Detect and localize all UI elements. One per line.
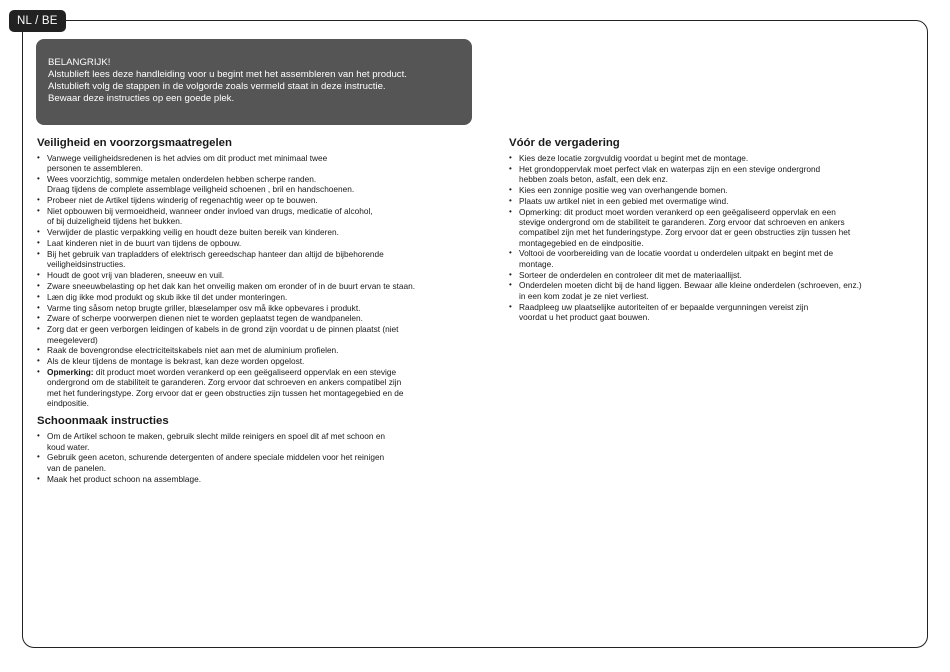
list-item xyxy=(37,452,477,473)
notice-line: Alstublieft lees deze handleiding voor u begint met het assembleren van het product. xyxy=(48,69,407,81)
list-item xyxy=(37,195,477,205)
note-label: Opmerking: xyxy=(47,367,94,378)
list-item-line: in een kom zodat je ze niet verliest. xyxy=(519,290,649,301)
list-item-line: montagegebied en de eindpositie. xyxy=(519,237,644,248)
language-tab: NL / BE xyxy=(9,10,66,32)
list-item-line: • Plaats uw artikel niet in een gebied met overmatige wind. xyxy=(519,195,729,206)
notice-line: Alstublieft volg de stappen in de volgorde zoals vermeld staat in deze instructie. xyxy=(48,81,386,93)
left-column xyxy=(37,136,477,484)
cleaning-list xyxy=(37,431,477,484)
list-item xyxy=(509,153,909,163)
list-item-line: • Onderdelen moeten dicht bij de hand liggen. Bewaar alle kleine onderdelen (schroeven, enz.) xyxy=(519,280,862,291)
cleaning-heading: Schoonmaak instructies xyxy=(37,415,169,428)
list-item xyxy=(509,280,909,301)
list-item-line: • Bij het gebruik van trapladders of elektrisch gereedschap hanteer dan altijd de bijbehorende xyxy=(47,248,384,259)
before-assembly-heading: Vóór de vergadering xyxy=(509,137,620,149)
important-notice-box xyxy=(36,39,472,125)
list-item xyxy=(37,281,477,291)
list-item-line: • Raak de bovengrondse electriciteitskabels niet aan met de aluminium profielen. xyxy=(47,345,339,356)
safety-list xyxy=(37,153,477,408)
list-item-line: met het funderingstype. Zorg ervoor dat er geen obstructies zijn tussen het montagegebied en de xyxy=(47,387,404,398)
list-item-line: • Voltooi de voorbereiding van de locatie voordat u onderdelen uitpakt en begint met de xyxy=(519,248,834,259)
list-item-line: • Als de kleur tijdens de montage is bekrast, kan deze worden opgelost. xyxy=(47,356,305,367)
list-item xyxy=(37,227,477,237)
list-item-line: • Kies een zonnige positie weg van overhangende bomen. xyxy=(519,184,728,195)
list-item-line: meegeleverd) xyxy=(47,334,98,345)
list-item-line: • Zware of scherpe voorwerpen dienen niet te worden geplaatst tegen de wandpanelen. xyxy=(47,313,363,324)
list-item-line: koud water. xyxy=(47,441,90,452)
list-item-line: compatibel zijn met het funderingstype. Zorg ervoor dat er geen obstructies zijn tussen het xyxy=(519,227,851,238)
list-item-line: hebben zoals beton, asfalt, een dek enz. xyxy=(519,174,668,185)
list-item xyxy=(37,345,477,355)
list-item-line: veiligheidsinstructies. xyxy=(47,259,126,270)
list-item-line: • Raadpleeg uw plaatselijke autoriteiten of er bepaalde vergunningen vereist zijn xyxy=(519,301,809,312)
list-item xyxy=(37,367,477,408)
list-item-line: • Verwijder de plastic verpakking veilig en houdt deze buiten bereik van kinderen. xyxy=(47,227,339,238)
list-item xyxy=(509,164,909,185)
list-item-line: • Om de Artikel schoon te maken, gebruik slecht milde reinigers en spoel dit af met schoon en xyxy=(47,431,386,442)
list-item-line xyxy=(47,367,477,377)
list-item xyxy=(509,248,909,269)
list-item-line: • Zware sneeuwbelasting op het dak kan het onveilig maken om eronder of in de buurt ervan te staan. xyxy=(47,280,416,291)
list-item xyxy=(37,431,477,452)
safety-heading: Veiligheid en voorzorgsmaatregelen xyxy=(37,137,232,149)
list-item-line: • Houdt de goot vrij van bladeren, sneeuw en vuil. xyxy=(47,270,225,281)
list-item-line: • Maak het product schoon na assemblage. xyxy=(47,473,202,484)
list-item xyxy=(37,303,477,313)
list-item xyxy=(509,207,909,248)
list-item xyxy=(37,153,477,174)
list-item xyxy=(509,270,909,280)
before-assembly-list xyxy=(509,153,909,322)
list-item-line: ondergrond om de stabiliteit te garanderen. Zorg ervoor dat schroeven en ankers compatibel zijn xyxy=(47,377,402,388)
notice-line: BELANGRIJK! xyxy=(48,57,111,68)
list-item-line: personen te assembleren. xyxy=(47,163,143,174)
list-item-line: • Gebruik geen aceton, schurende detergenten of andere speciale middelen voor het reinigen xyxy=(47,452,385,463)
notice-line: Bewaar deze instructies op een goede plek. xyxy=(48,93,235,105)
list-item xyxy=(37,249,477,270)
list-item-line: • Læn dig ikke mod produkt og skub ikke til det under monteringen. xyxy=(47,291,288,302)
list-item xyxy=(37,238,477,248)
list-item-line: stevige ondergrond om de stabiliteit te garanderen. Zorg ervoor dat schroeven en ankers xyxy=(519,216,845,227)
list-item xyxy=(37,292,477,302)
list-item-line: • Vanwege veiligheidsredenen is het advies om dit product met minimaal twee xyxy=(47,153,328,163)
list-item xyxy=(509,185,909,195)
list-item-line: montage. xyxy=(519,258,554,269)
list-item xyxy=(37,270,477,280)
list-item-line: • Kies deze locatie zorgvuldig voordat u begint met de montage. xyxy=(519,153,749,163)
list-item xyxy=(37,474,477,484)
list-item-line: • Zorg dat er geen verborgen leidingen of kabels in de grond zijn voordat u de pinnen plaatst (niet xyxy=(47,324,399,335)
list-item-line: voordat u het product gaat bouwen. xyxy=(519,311,650,322)
list-item xyxy=(37,174,477,195)
list-item-line: • Probeer niet de Artikel tijdens winderig of regenachtig weer op te bouwen. xyxy=(47,195,318,206)
list-item xyxy=(509,196,909,206)
list-item-line: • Niet opbouwen bij vermoeidheid, wanneer onder invloed van drugs, medicatie of alcohol, xyxy=(47,206,373,217)
list-item-line: • Opmerking: dit product moet worden verankerd op een geëgaliseerd oppervlak en een xyxy=(519,206,836,217)
list-item-line: eindpositie. xyxy=(47,398,89,409)
list-item-line: of bij duizeligheid tijdens het bukken. xyxy=(47,216,183,227)
list-item-line: van de panelen. xyxy=(47,462,107,473)
list-item xyxy=(37,313,477,323)
list-item-line: • Wees voorzichtig, sommige metalen onderdelen hebben scherpe randen. xyxy=(47,174,317,185)
right-column xyxy=(509,136,909,323)
list-item xyxy=(509,302,909,323)
list-item-line: • Laat kinderen niet in de buurt van tijdens de opbouw. xyxy=(47,238,242,249)
list-item xyxy=(37,206,477,227)
note-text: dit product moet worden verankerd op een geëgaliseerd oppervlak en een stevige xyxy=(93,367,397,378)
list-item xyxy=(37,324,477,345)
list-item-line: • Varme ting såsom netop brugte griller, blæselamper osv må ikke opbevares i produkt. xyxy=(47,302,361,313)
list-item-line: • Sorteer de onderdelen en controleer dit met de materiaallijst. xyxy=(519,269,742,280)
list-item-line: Draag tijdens de complete assemblage veiligheid schoenen , bril en handschoenen. xyxy=(47,184,355,195)
list-item-line: • Het grondoppervlak moet perfect vlak en waterpas zijn en een stevige ondergrond xyxy=(519,163,821,174)
list-item xyxy=(37,356,477,366)
